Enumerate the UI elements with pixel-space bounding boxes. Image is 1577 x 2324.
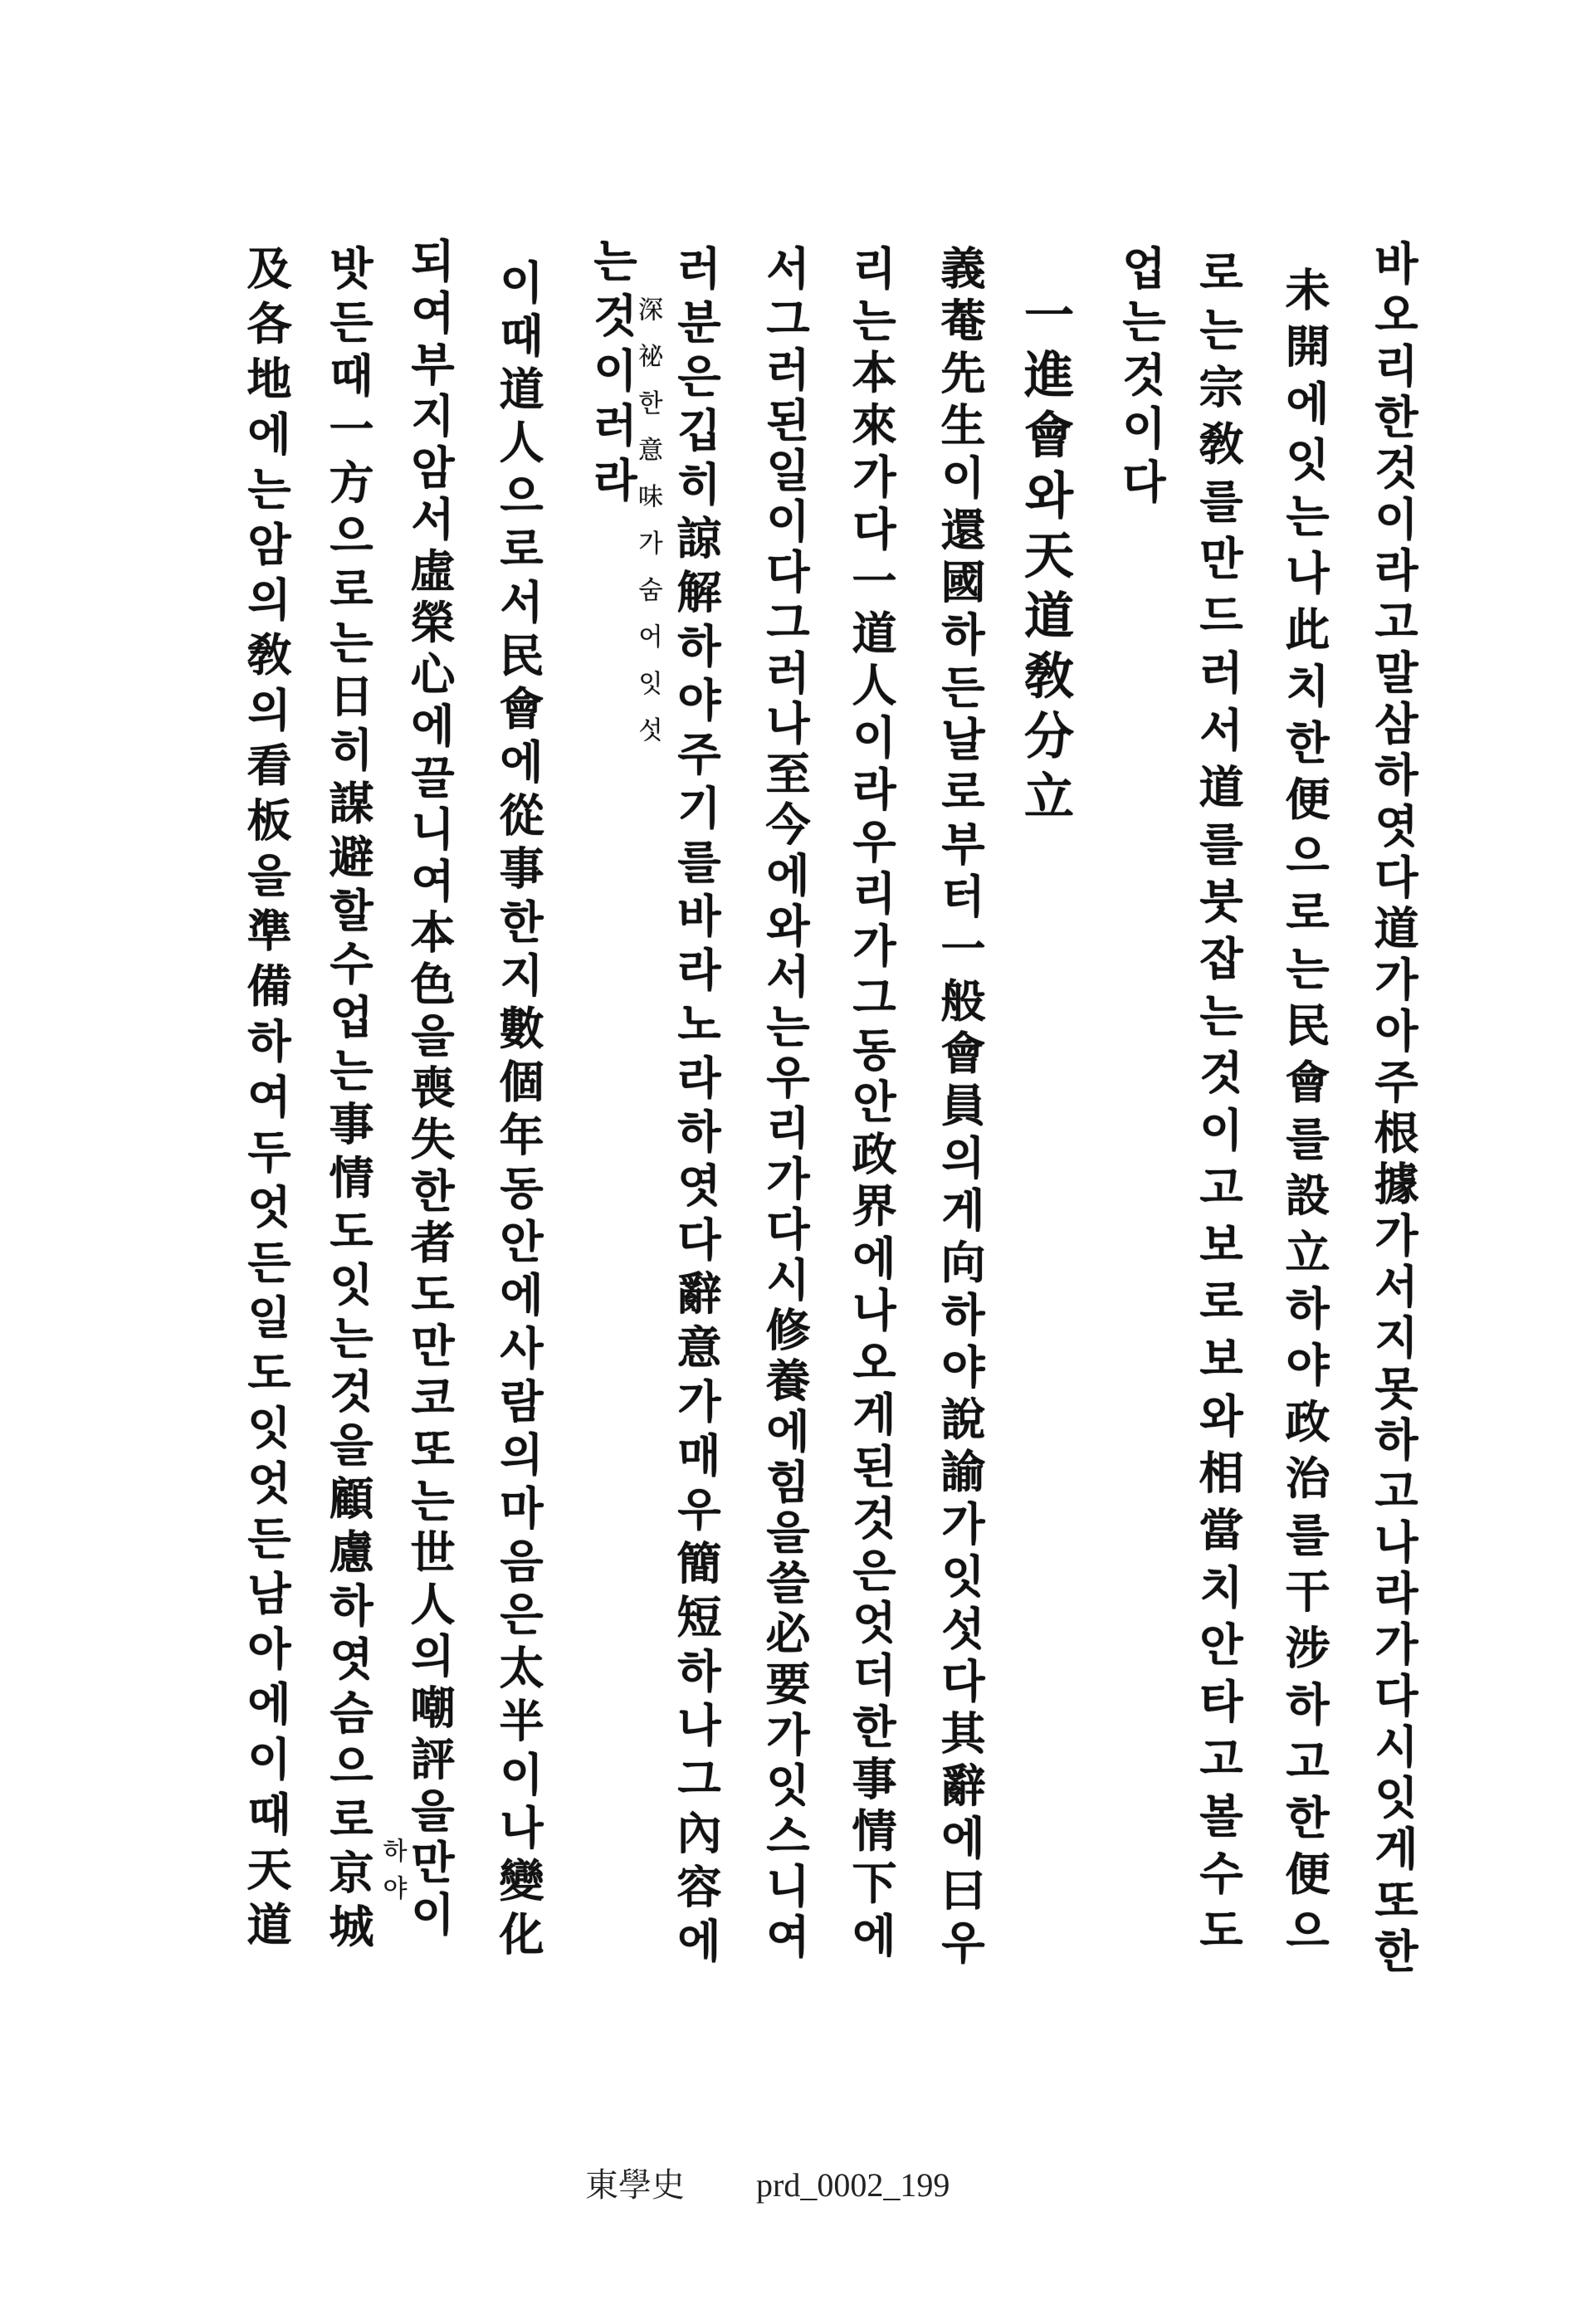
manuscript-column-8: 러분은깁히諒解하야주기를바라노라하엿다辭意가매우簡短하나그內容에: [670, 245, 723, 1971]
footer-page-id: prd_0002_199: [756, 2166, 950, 2204]
section-heading: 一進會와天道敎分立: [1016, 289, 1074, 830]
manuscript-column-2: 未開에잇는나此치한便으로는民會를設立하야政治를干涉하고한便으: [1278, 266, 1331, 1964]
manuscript-column-7: 서그러된일이다그러나至今에와서는우리가다시修養에힘을쓸必要가잇스니여: [759, 245, 812, 1964]
manuscript-column-10: 이때道人으로서民會에從事한지數個年동안에사람의마음은太半이나變化: [492, 259, 545, 1964]
manuscript-column-13: 及各地에는암의敎의看板을準備하여두엇든일도잇엇든남아에이때天道: [240, 245, 293, 1956]
interlinear-annotation: 하야: [378, 1838, 407, 1912]
manuscript-column-4: 업는것이다: [1115, 245, 1168, 511]
interlinear-annotation: 深祕한意味가숨어잇섯: [633, 296, 662, 764]
manuscript-column-3: 로는宗敎를만드러서道를붓잡는것이고보로보와相當치안타고볼수도: [1192, 249, 1245, 1964]
footer-book-title: 東學史: [585, 2166, 685, 2204]
manuscript-column-1: 바오리한것이라고말삼하엿다道가아주根據가서지못하고나라가다시잇게또한: [1367, 240, 1420, 1979]
manuscript-column-11: 되여부지암서虛榮心에끌니여本色을喪失한者도만코또는世人의嘲評을만이: [403, 237, 456, 1942]
manuscript-column-6: 리는本來가다一道人이라우리가그동안政界에나오게된것은엇더한事情下에: [845, 245, 898, 1964]
manuscript-column-12: 밧든때一方으로는日히謀避할수업는事情도잇는것을顧慮하엿슴으로京城: [322, 245, 375, 1956]
manuscript-column-9: 는것이러라: [586, 237, 639, 511]
manuscript-column-5: 義菴先生이還國하든날로부터一般會員의게向하야說諭가잇섯다其辭에曰우: [934, 245, 987, 1971]
